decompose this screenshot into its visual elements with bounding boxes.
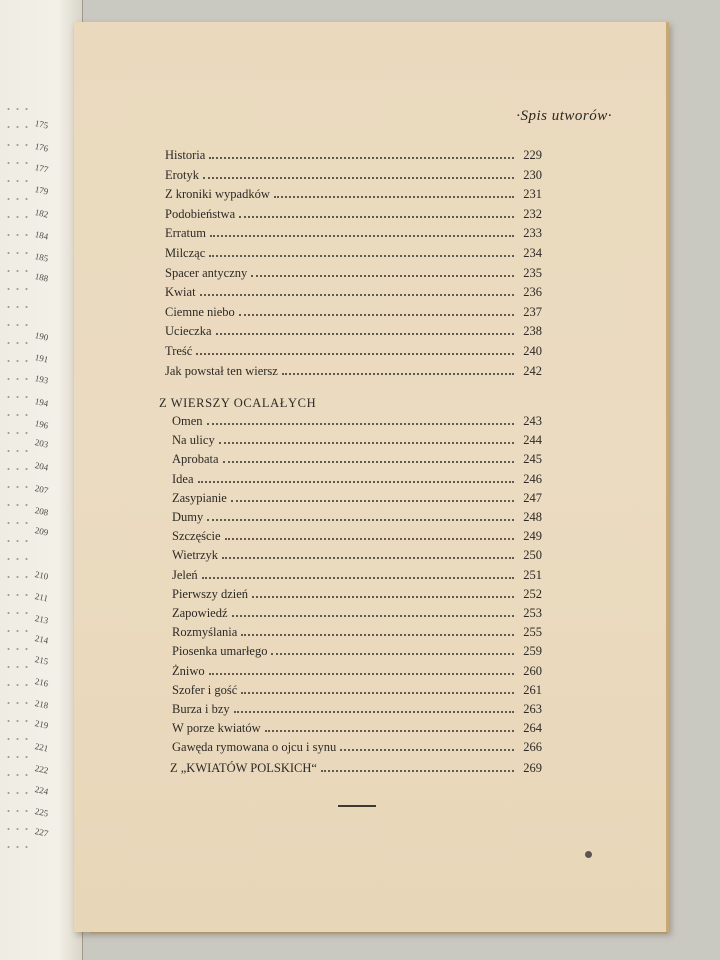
dot-leader [340,749,514,751]
toc-entry-title: Erratum [165,226,206,241]
left-page-number: 225 [33,806,50,819]
toc-entry-title: Szczęście [172,529,221,544]
dot-leader [232,615,514,617]
dot-leader [252,596,514,598]
toc-entry[interactable] [172,683,542,703]
dot-leader [222,557,514,559]
toc-entry-title: Z kroniki wypadków [165,187,270,202]
toc-entry[interactable] [172,433,542,453]
toc-entry-page: 244 [523,433,542,448]
toc-entry-title: Kwiat [165,285,196,300]
toc-entry[interactable] [172,568,542,588]
dot-leader [271,653,514,655]
dot-leader [209,255,514,257]
toc-entry[interactable] [165,285,542,305]
dot-leader [225,538,514,540]
toc-entry-title: Zasypianie [172,490,227,505]
dot-leader [209,673,514,675]
toc-entry-page: 234 [523,246,542,260]
toc-entry[interactable] [165,168,542,188]
toc-entry-title: Rozmyślania [172,625,238,640]
toc-entry-page: 232 [523,206,542,221]
toc-entry[interactable] [172,721,542,741]
dot-leader [207,423,514,425]
toc-entry[interactable] [172,548,542,568]
left-page-number: 179 [33,184,50,197]
toc-entry-page: 252 [523,586,542,601]
toc-entry[interactable] [165,364,542,384]
toc-entry[interactable] [172,491,542,511]
toc-entry-page: 269 [523,761,542,775]
toc-entry-title: Na ulicy [172,433,215,448]
toc-entry-page: 236 [523,285,542,300]
dot-leader [231,500,514,502]
left-page-number: 177 [33,162,50,175]
paper-spot [585,851,592,858]
left-page-number: 227 [33,826,50,839]
left-page-number: 218 [33,698,50,711]
toc-entry-title: Piosenka umarłego [172,644,268,659]
toc-entry-title: Erotyk [165,167,200,182]
toc-entry-title: Milcząc [165,246,206,260]
toc-entry[interactable] [165,344,542,364]
toc-entry-title: Treść [165,344,193,358]
toc-entry-title: Spacer antyczny [165,265,248,280]
dot-leader [282,373,514,375]
left-page-number: 191 [33,352,50,365]
left-page-number: 193 [33,373,50,386]
toc-entry-title: Pierwszy dzień [172,586,249,601]
dot-leader [265,730,514,732]
dot-leader [251,275,514,277]
toc-entry-page: 233 [523,226,542,241]
dot-leader [200,294,514,296]
dot-leader [234,711,514,713]
dot-leader [209,157,514,159]
toc-entry[interactable] [172,414,542,434]
toc-entry[interactable] [165,266,542,286]
toc-entry[interactable] [165,207,542,227]
toc-entry-title: Zapowiedź [172,606,228,620]
left-page-number: 215 [33,654,50,667]
toc-entry-page: 248 [523,510,542,524]
dot-leader [203,177,514,179]
dot-leader [202,577,514,579]
toc-entry[interactable] [172,625,542,645]
toc-entry-page: 240 [523,344,542,358]
toc-entry[interactable] [172,529,542,549]
toc-entry[interactable] [165,187,542,207]
toc-entry-page: 238 [523,324,542,339]
toc-entry-title: Idea [172,471,194,486]
toc-entry-page: 235 [523,265,542,280]
toc-entry-title: Jeleń [172,567,198,582]
left-page-number: 190 [33,330,50,343]
toc-entry[interactable] [165,324,542,344]
left-page-number: 221 [33,741,50,754]
toc-entry-page: 245 [523,452,542,467]
toc-entry-page: 266 [523,740,542,755]
dot-leader [196,353,514,355]
toc-entry[interactable] [165,148,542,168]
toc-entry[interactable] [172,587,542,607]
toc-entry[interactable] [172,606,542,626]
toc-entry-title: Żniwo [172,663,205,678]
toc-entry-title: Z „KWIATÓW POLSKICH“ [170,761,317,775]
toc-entry[interactable] [165,226,542,246]
dot-leader [219,442,514,444]
toc-entry-title: Dumy [172,510,204,524]
toc-entry-title: Podobieństwa [165,206,236,221]
toc-entry-page: 247 [523,490,542,505]
left-page-number: 224 [33,784,50,797]
left-page-number: 210 [33,569,50,582]
dot-leader [210,235,514,237]
left-page-number: 204 [33,460,50,473]
left-page-number: 203 [33,437,50,450]
toc-entry-page: 251 [523,567,542,582]
left-page-number: 209 [33,525,50,538]
dot-leader [239,314,514,316]
dot-leader [216,333,515,335]
toc-entry-title: Szofer i gość [172,682,238,697]
toc-entry[interactable] [165,305,542,325]
toc-entry-page: 230 [523,167,542,182]
dot-leader [198,481,514,483]
left-page-number: 175 [33,118,50,131]
toc-entry-title: Jak powstał ten wiersz [165,363,278,378]
running-head: ·Spis utworów· [516,108,612,124]
left-page-number: 184 [33,229,50,242]
toc-entry-page: 260 [523,663,542,678]
toc-entry-title: Gawęda rymowana o ojcu i synu [172,740,337,755]
left-page-number: 211 [33,591,49,604]
toc-entry[interactable] [172,510,542,530]
toc-entry-title: Ucieczka [165,324,212,339]
toc-entry-page: 253 [523,606,542,620]
dot-leader [239,216,514,218]
left-page-numbers [0,0,82,960]
toc-entry-title: Aprobata [172,452,219,467]
dot-leader [241,634,514,636]
left-page-number: 213 [33,613,50,626]
toc-entry-page: 259 [523,644,542,659]
toc-entry-title: Ciemne niebo [165,304,235,319]
left-page-number: 176 [33,141,50,154]
left-page-number: 208 [33,505,50,518]
toc-entry-page: 242 [523,363,542,378]
toc-entry[interactable] [172,664,542,684]
toc-entry-page: 231 [523,187,542,202]
toc-entry-page: 237 [523,304,542,319]
left-page [0,0,83,960]
toc-entry-title: Omen [172,414,203,428]
left-page-number: 214 [33,633,50,646]
toc-entry-page: 255 [523,625,542,640]
left-page-number: 188 [33,271,50,284]
section-heading: Z WIERSZY OCALAŁYCH [159,396,317,410]
toc-entry-section2[interactable] [170,761,542,781]
left-page-number: 216 [33,676,50,689]
toc-entry[interactable] [172,644,542,664]
toc-entry-page: 263 [523,702,542,716]
left-page-number: 194 [33,396,50,409]
toc-entry-title: W porze kwiatów [172,721,261,736]
dot-leader [274,196,514,198]
toc-entry[interactable] [172,472,542,492]
toc-entry-page: 243 [523,414,542,428]
left-page-number: 182 [33,207,50,220]
end-rule [338,805,376,807]
left-page-number: 207 [33,483,50,496]
toc-entry-page: 246 [523,471,542,486]
dot-leader [321,770,514,772]
toc-entry-page: 250 [523,548,542,563]
left-page-number: 196 [33,418,50,431]
dot-leader [223,461,514,463]
toc-entry-title: Wietrzyk [172,548,219,563]
toc-entry-page: 264 [523,721,542,736]
dot-leader [207,519,514,521]
dot-leader [241,692,514,694]
toc-entry[interactable] [172,740,542,760]
toc-entry[interactable] [172,702,542,722]
toc-entry-title: Historia [165,148,206,162]
left-page-number: 219 [33,718,50,731]
left-page-number: 185 [33,251,50,264]
toc-entry[interactable] [165,246,542,266]
toc-entry-page: 261 [523,682,542,697]
toc-entry[interactable] [172,452,542,472]
left-page-number: 222 [33,763,50,776]
toc-entry-page: 249 [523,529,542,544]
toc-entry-title: Burza i bzy [172,702,230,716]
toc-entry-page: 229 [523,148,542,162]
